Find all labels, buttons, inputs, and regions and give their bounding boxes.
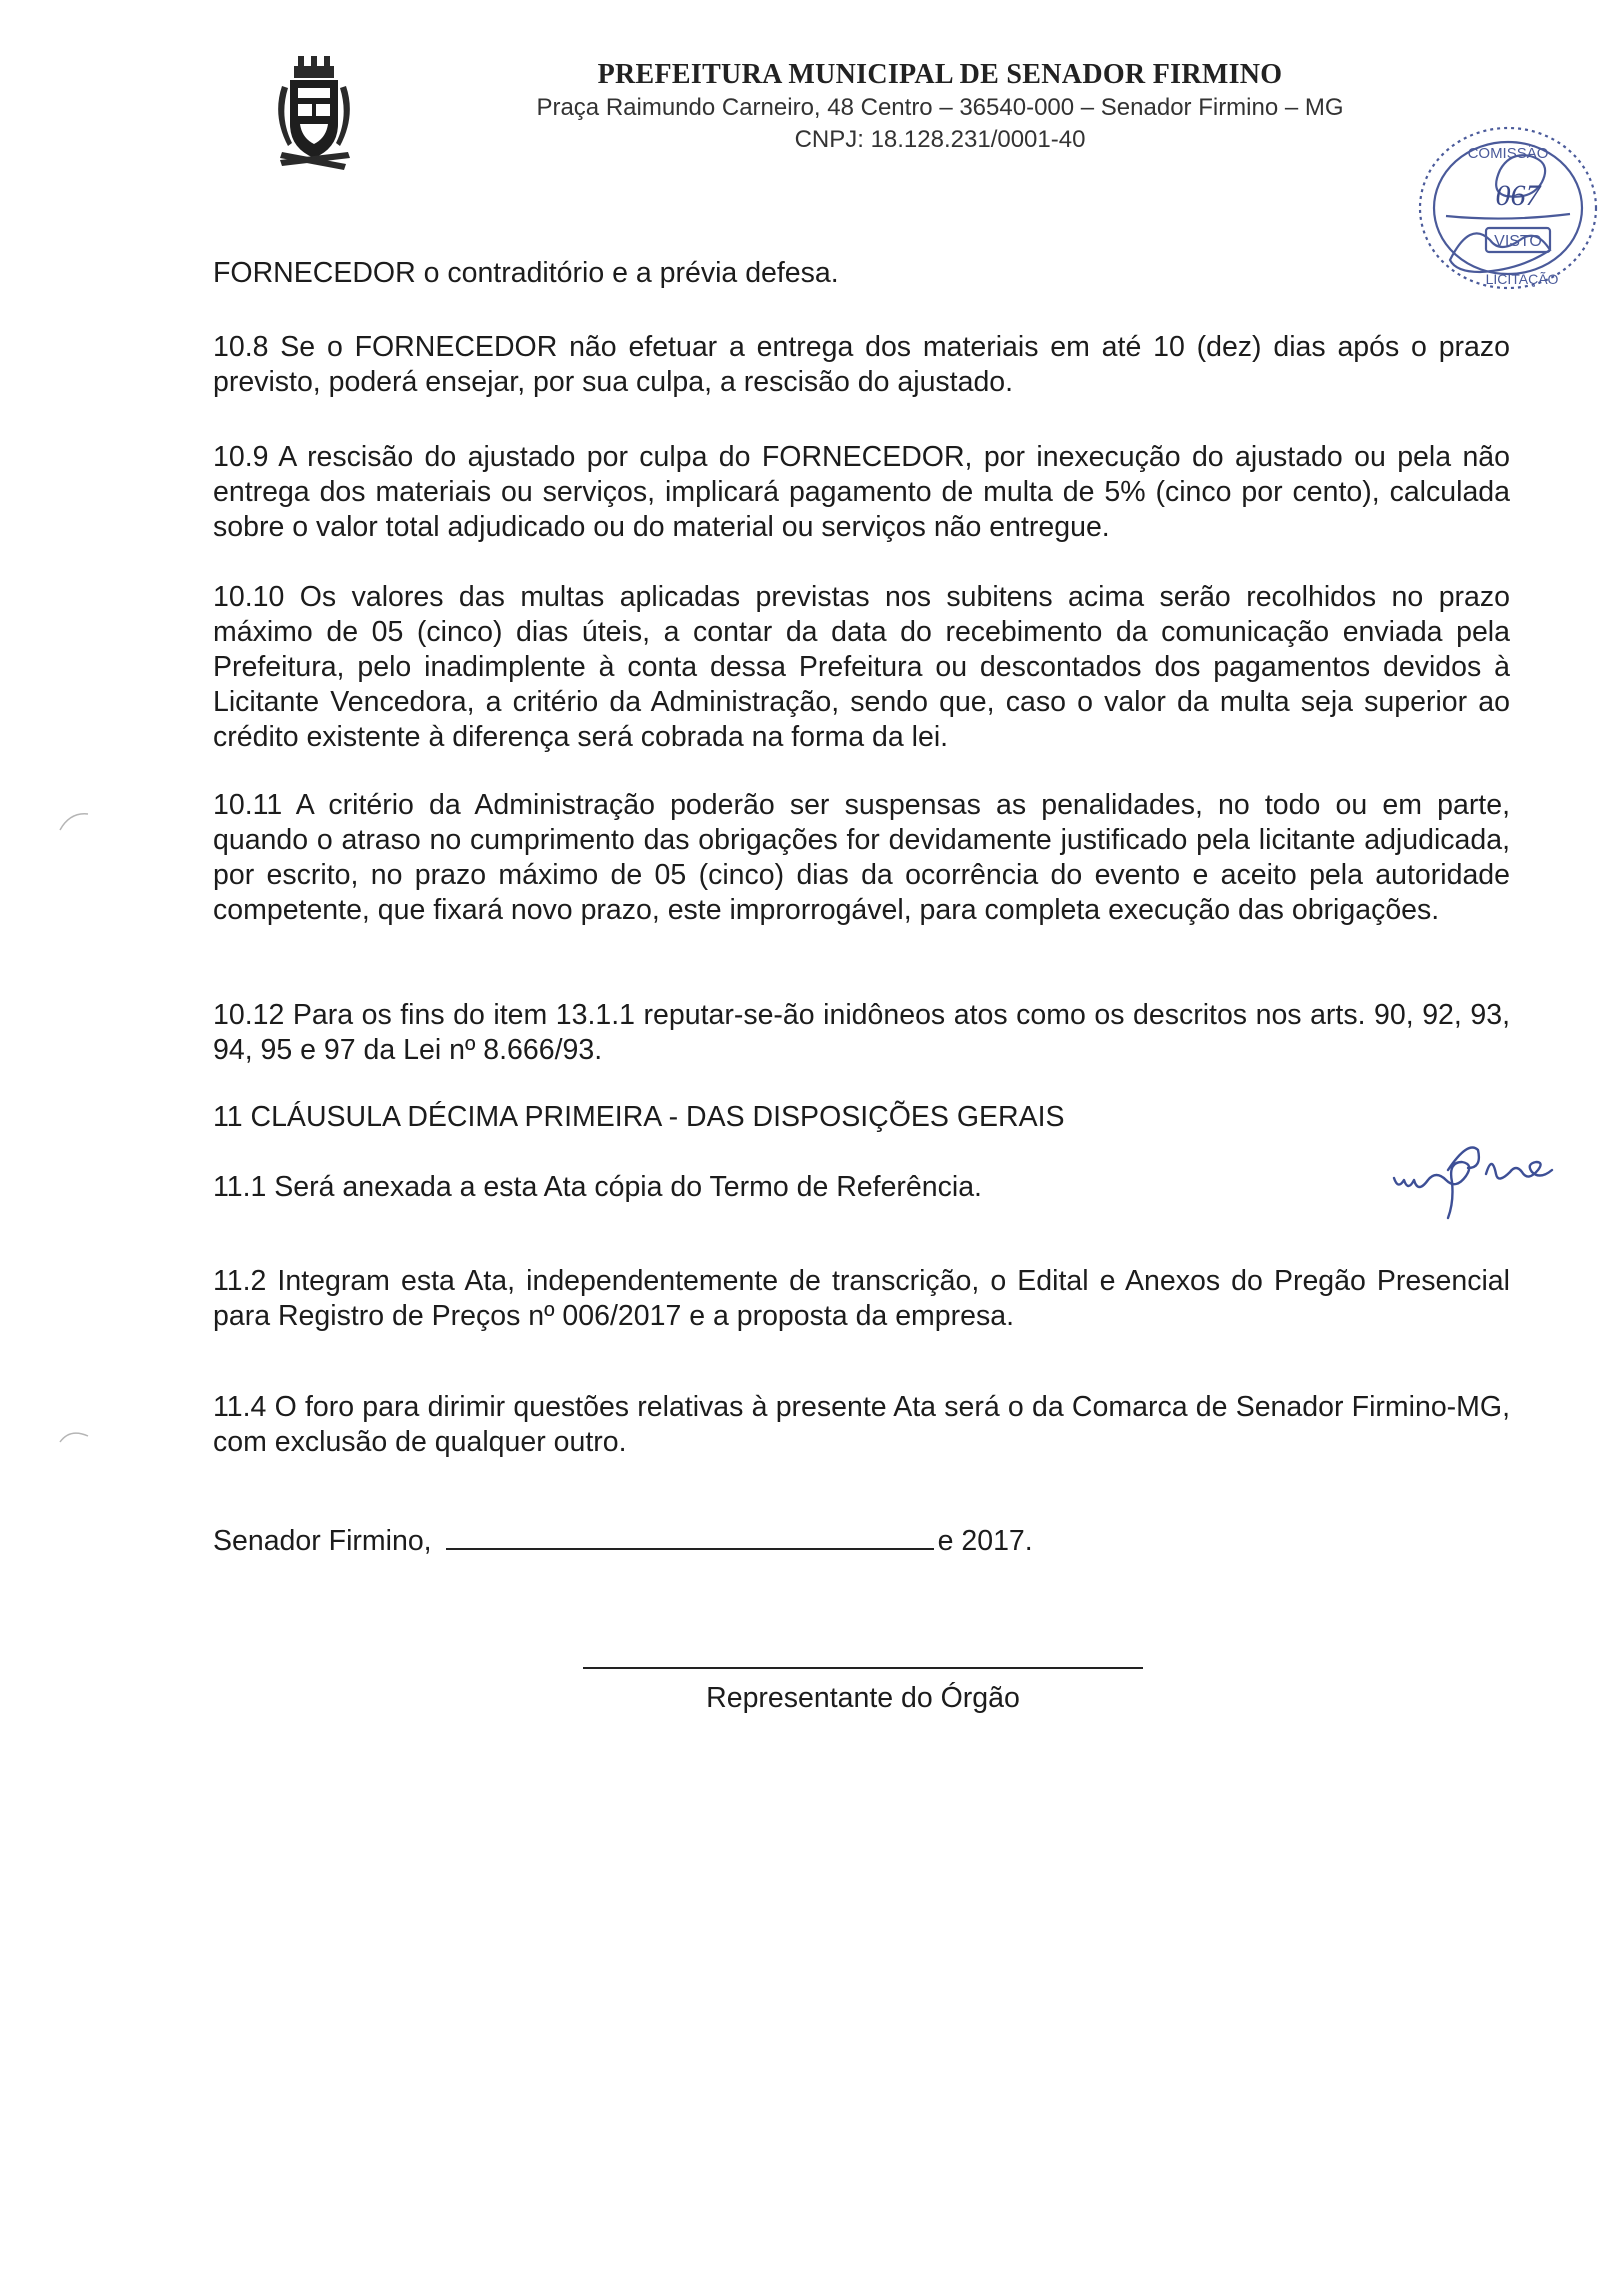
stamp-number: 067 [1495,179,1541,212]
paragraph-fornecedor-defesa: FORNECEDOR o contraditório e a prévia defesa. [213,257,839,289]
stamp-bottom-text: LICITAÇÃO [1485,271,1559,287]
paragraph-11-4: 11.4 O foro para dirimir questões relativas à presente Ata será o da Comarca de Senador Firmino-MG, com exclusão de qualquer outro. [213,1391,1510,1458]
handwritten-initials [1390,1140,1580,1220]
date-line [213,1524,1033,1559]
paragraph-10-12: 10.12 Para os fins do item 13.1.1 reputar-se-ão inidôneos atos como os descritos nos arts. 90, 92, 93, 94, 95 e 97 da Lei nº 8.666/93. [213,999,1510,1066]
paragraph-10-8: 10.8 Se o FORNECEDOR não efetuar a entrega dos materiais em até 10 (dez) dias após o prazo previsto, poderá ensejar, por sua culpa, a rescisão do ajustado. [213,331,1510,398]
municipal-crest-icon [268,56,360,180]
letterhead-title: PREFEITURA MUNICIPAL DE SENADOR FIRMINO [597,59,1283,90]
paragraph-10-10: 10.10 Os valores das multas aplicadas previstas nos subitens acima serão recolhidos no prazo máximo de 05 (cinco) dias úteis, a contar da data do recebimento da comunicação enviada pela Prefeitura, pelo inadimplente à conta dessa Prefeitura ou descontados dos pagamentos devidos à Licitante Vencedora, a critério da Administração, sendo que, caso o valor da multa seja superior ao crédito existente à diferença será cobrada na forma da lei. [213,581,1510,753]
paragraph-11-1: 11.1 Será anexada a esta Ata cópia do Termo de Referência. [213,1171,982,1203]
paragraph-10-9: 10.9 A rescisão do ajustado por culpa do FORNECEDOR, por inexecução do ajustado ou pela não entrega dos materiais ou serviços, implicará pagamento de multa de 5% (cinco por cento), calculada sobre o valor total adjudicado ou do material ou serviços não entregue. [213,441,1510,543]
clause-11-heading: 11 CLÁUSULA DÉCIMA PRIMEIRA - DAS DISPOSIÇÕES GERAIS [213,1101,1065,1133]
signature-line [583,1667,1143,1669]
paragraph-10-11: 10.11 A critério da Administração poderão ser suspensas as penalidades, no todo ou em parte, quando o atraso no cumprimento das obrigações for devidamente justificado pela licitante adjudicada, por escrito, no prazo máximo de 05 (cinco) dias da ocorrência do evento e aceito pela autoridade competente, que fixará novo prazo, este improrrogável, para completa execução das obrigações. [213,789,1510,926]
stamp-visto: VISTO [1494,233,1542,250]
paragraph-11-2: 11.2 Integram esta Ata, independentemente de transcrição, o Edital e Anexos do Pregão Presencial para Registro de Preços nº 006/2017 e a proposta da empresa. [213,1265,1510,1332]
letterhead-address: Praça Raimundo Carneiro, 48 Centro – 36540-000 – Senador Firmino – MG [536,94,1344,121]
date-blank-line [446,1526,934,1550]
date-place: Senador Firmino, [213,1525,432,1557]
date-suffix: e 2017. [937,1525,1033,1557]
signature-label: Representante do Órgão [706,1682,1020,1714]
stamp-top-text: COMISSÃO [1467,145,1549,162]
scan-artifact [56,1420,96,1460]
letterhead [440,58,1440,156]
letterhead-cnpj: CNPJ: 18.128.231/0001-40 [794,126,1086,153]
scan-artifact [56,800,96,840]
